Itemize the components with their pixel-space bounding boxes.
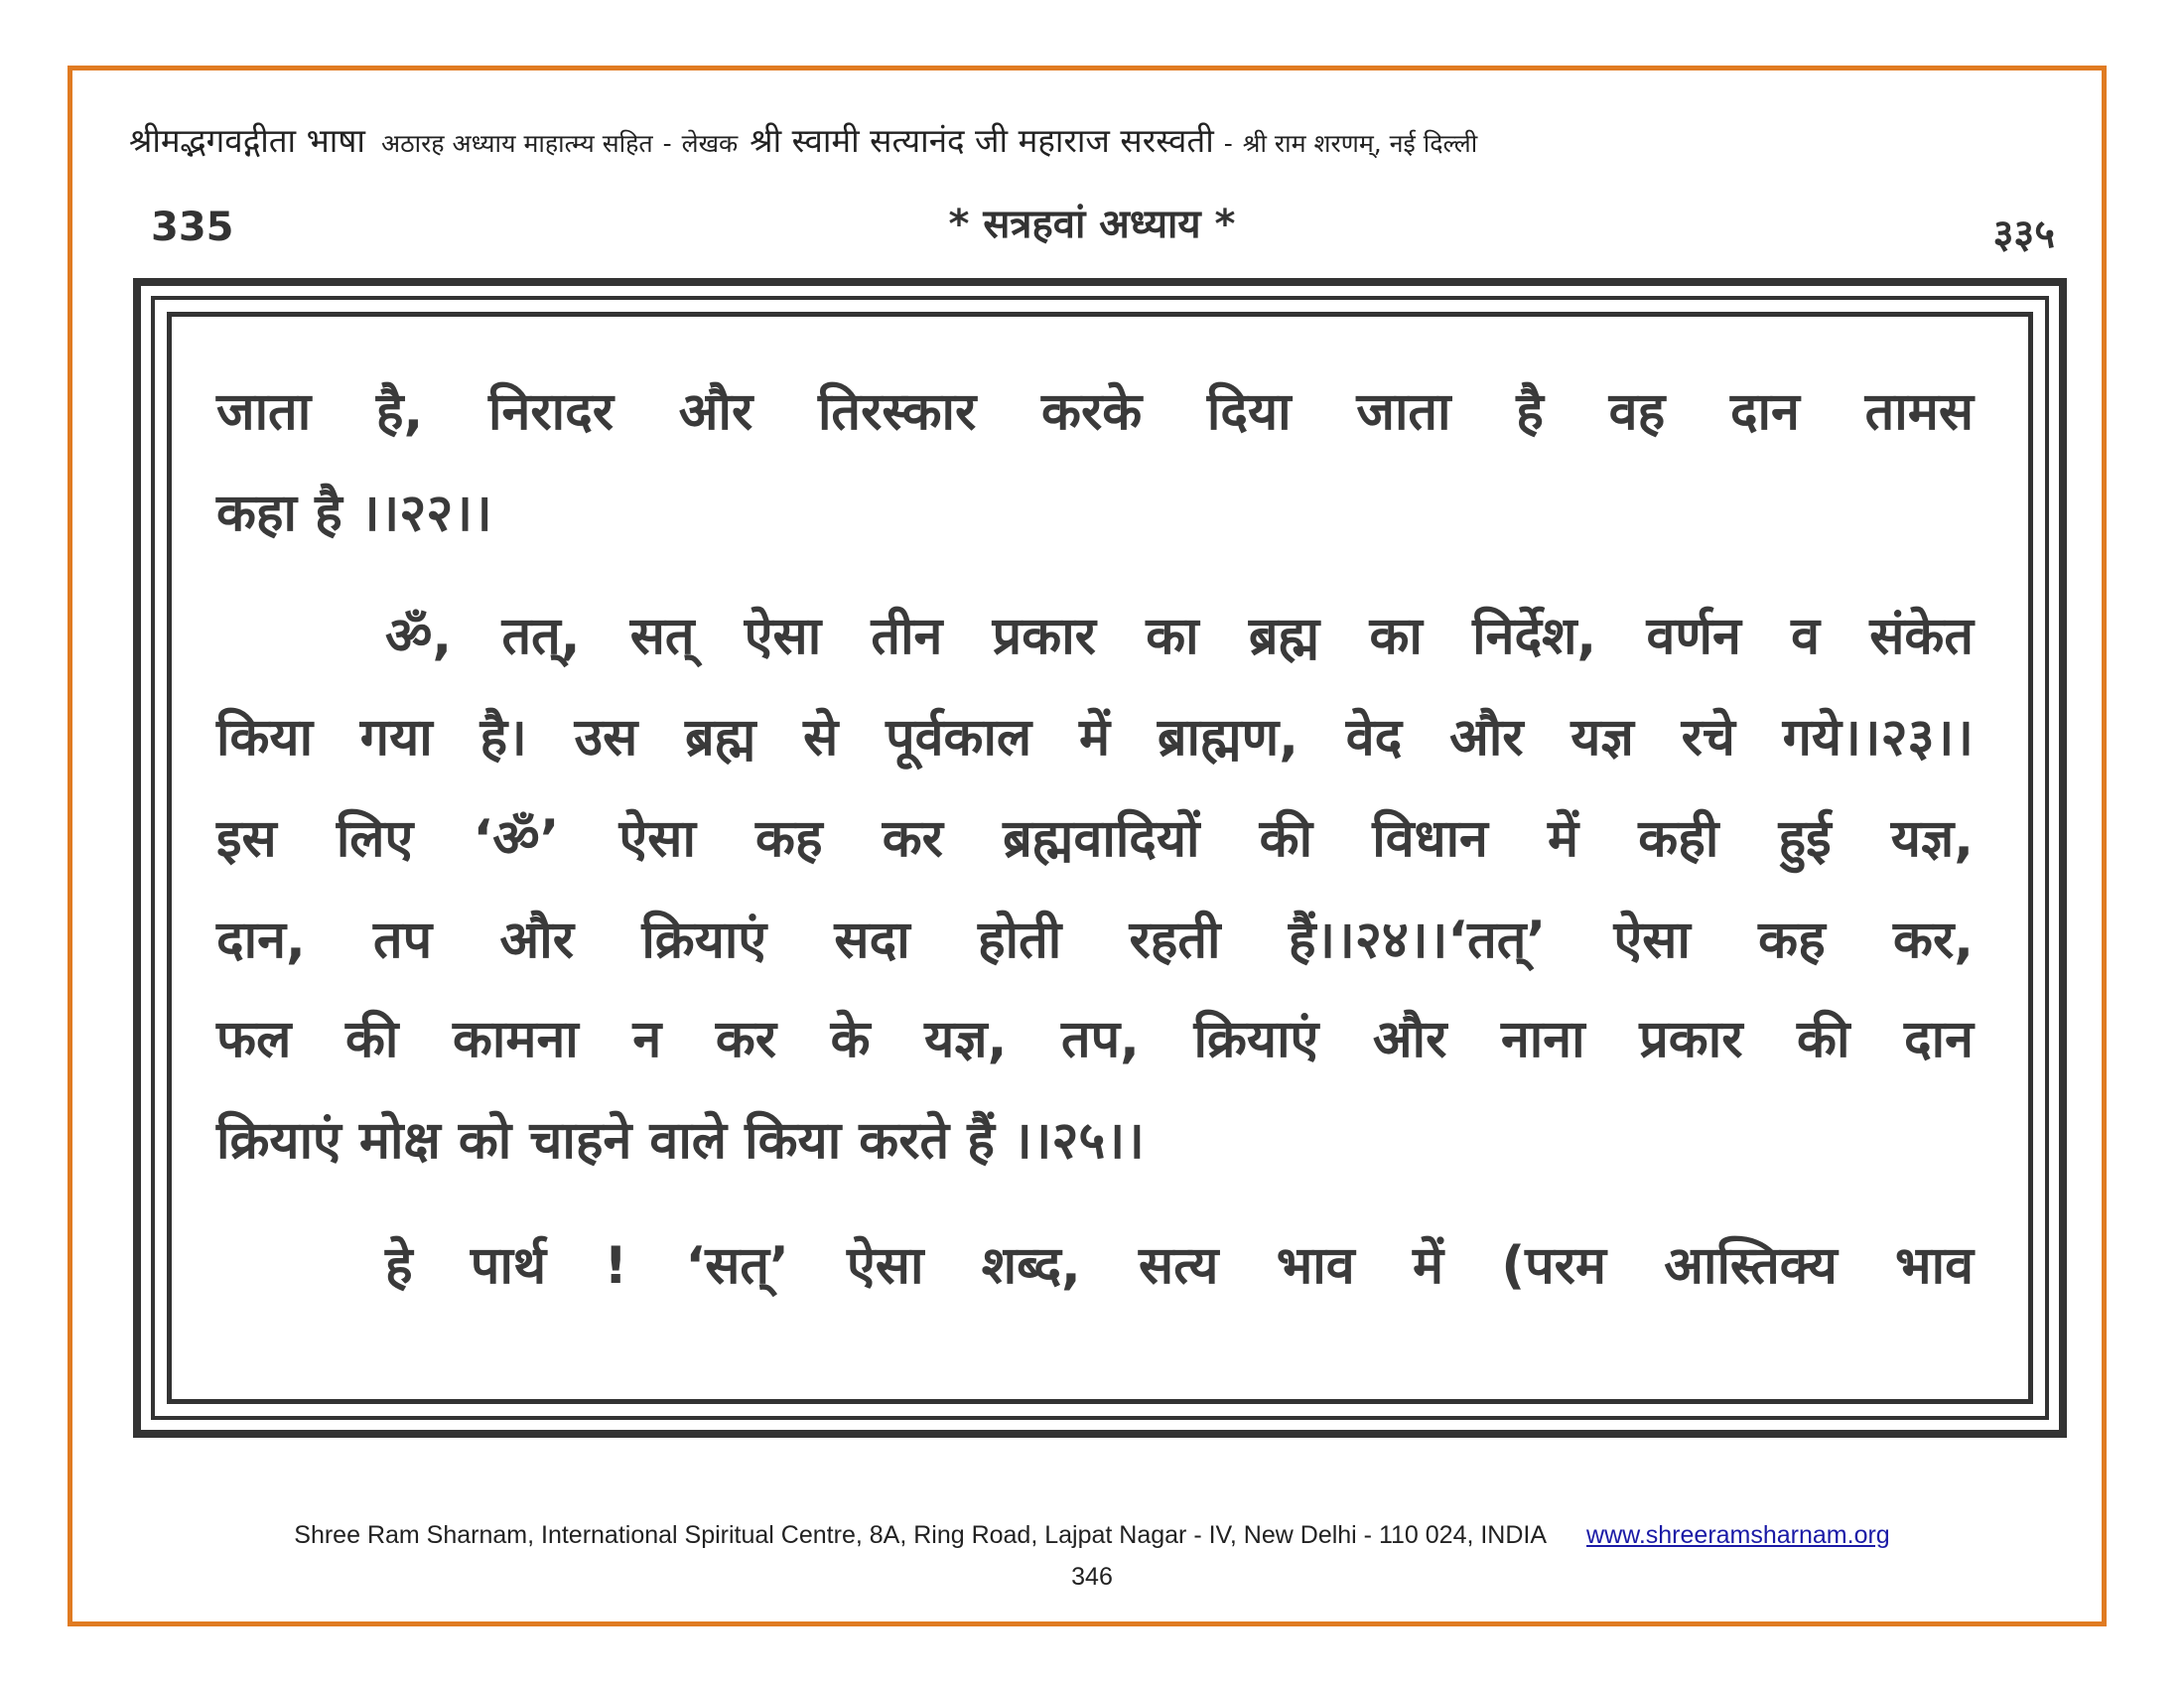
book-subtitle: अठारह अध्याय माहात्म्य सहित (380, 129, 653, 158)
text-line: इस लिए ‘ॐ’ ऐसा कह कर ब्रह्मवादियों की विधान में कही हुई यज्ञ, (216, 809, 1974, 869)
footer-page-number: 346 (1071, 1563, 1113, 1591)
footer-address: Shree Ram Sharnam, International Spiritual Centre, 8A, Ring Road, Lajpat Nagar - IV, New Delhi - 110 024, INDIA (294, 1521, 1548, 1549)
author-name: श्री स्वामी सत्यानंद जी महाराज सरस्वती (750, 121, 1214, 160)
page-number-arabic: 335 (151, 205, 234, 250)
publisher: श्री राम शरणम्, नई दिल्ली (1242, 129, 1478, 158)
text-line: क्रियाएं मोक्ष को चाहने वाले किया करते हैं ।।२५।। (216, 1111, 1145, 1171)
text-line: फल की कामना न कर के यज्ञ, तप, क्रियाएं और नाना प्रकार की दान (216, 1010, 1974, 1069)
header-separator: - (1223, 129, 1233, 158)
book-title: श्रीमद्भगवद्गीता भाषा (129, 121, 365, 160)
website-link[interactable]: www.shreeramsharnam.org (1586, 1521, 1890, 1549)
text-line: दान, तप और क्रियाएं सदा होती रहती हैं।।२४।।‘तत्’ ऐसा कह कर, (216, 911, 1974, 970)
author-label: लेखक (681, 129, 739, 158)
chapter-title: * सत्रहवां अध्याय * (948, 202, 1236, 247)
text-line: हे पार्थ ! ‘सत्’ ऐसा शब्द, सत्य भाव में (परम आस्तिक्य भाव (385, 1236, 1974, 1296)
header-separator: - (662, 129, 672, 158)
text-line: कहा है ।।२२।। (216, 484, 492, 543)
text-line: ॐ, तत्, सत् ऐसा तीन प्रकार का ब्रह्म का निर्देश, वर्णन व संकेत (385, 607, 1974, 666)
footer-address-line (0, 1521, 2184, 1550)
text-line: किया गया है। उस ब्रह्म से पूर्वकाल में ब्राह्मण, वेद और यज्ञ रचे गये।।२३।। (216, 708, 1974, 768)
page-number-devanagari: ३३५ (1992, 211, 2055, 257)
text-line: जाता है, निरादर और तिरस्कार करके दिया जाता है वह दान तामस (216, 382, 1974, 442)
running-header (129, 117, 2065, 173)
